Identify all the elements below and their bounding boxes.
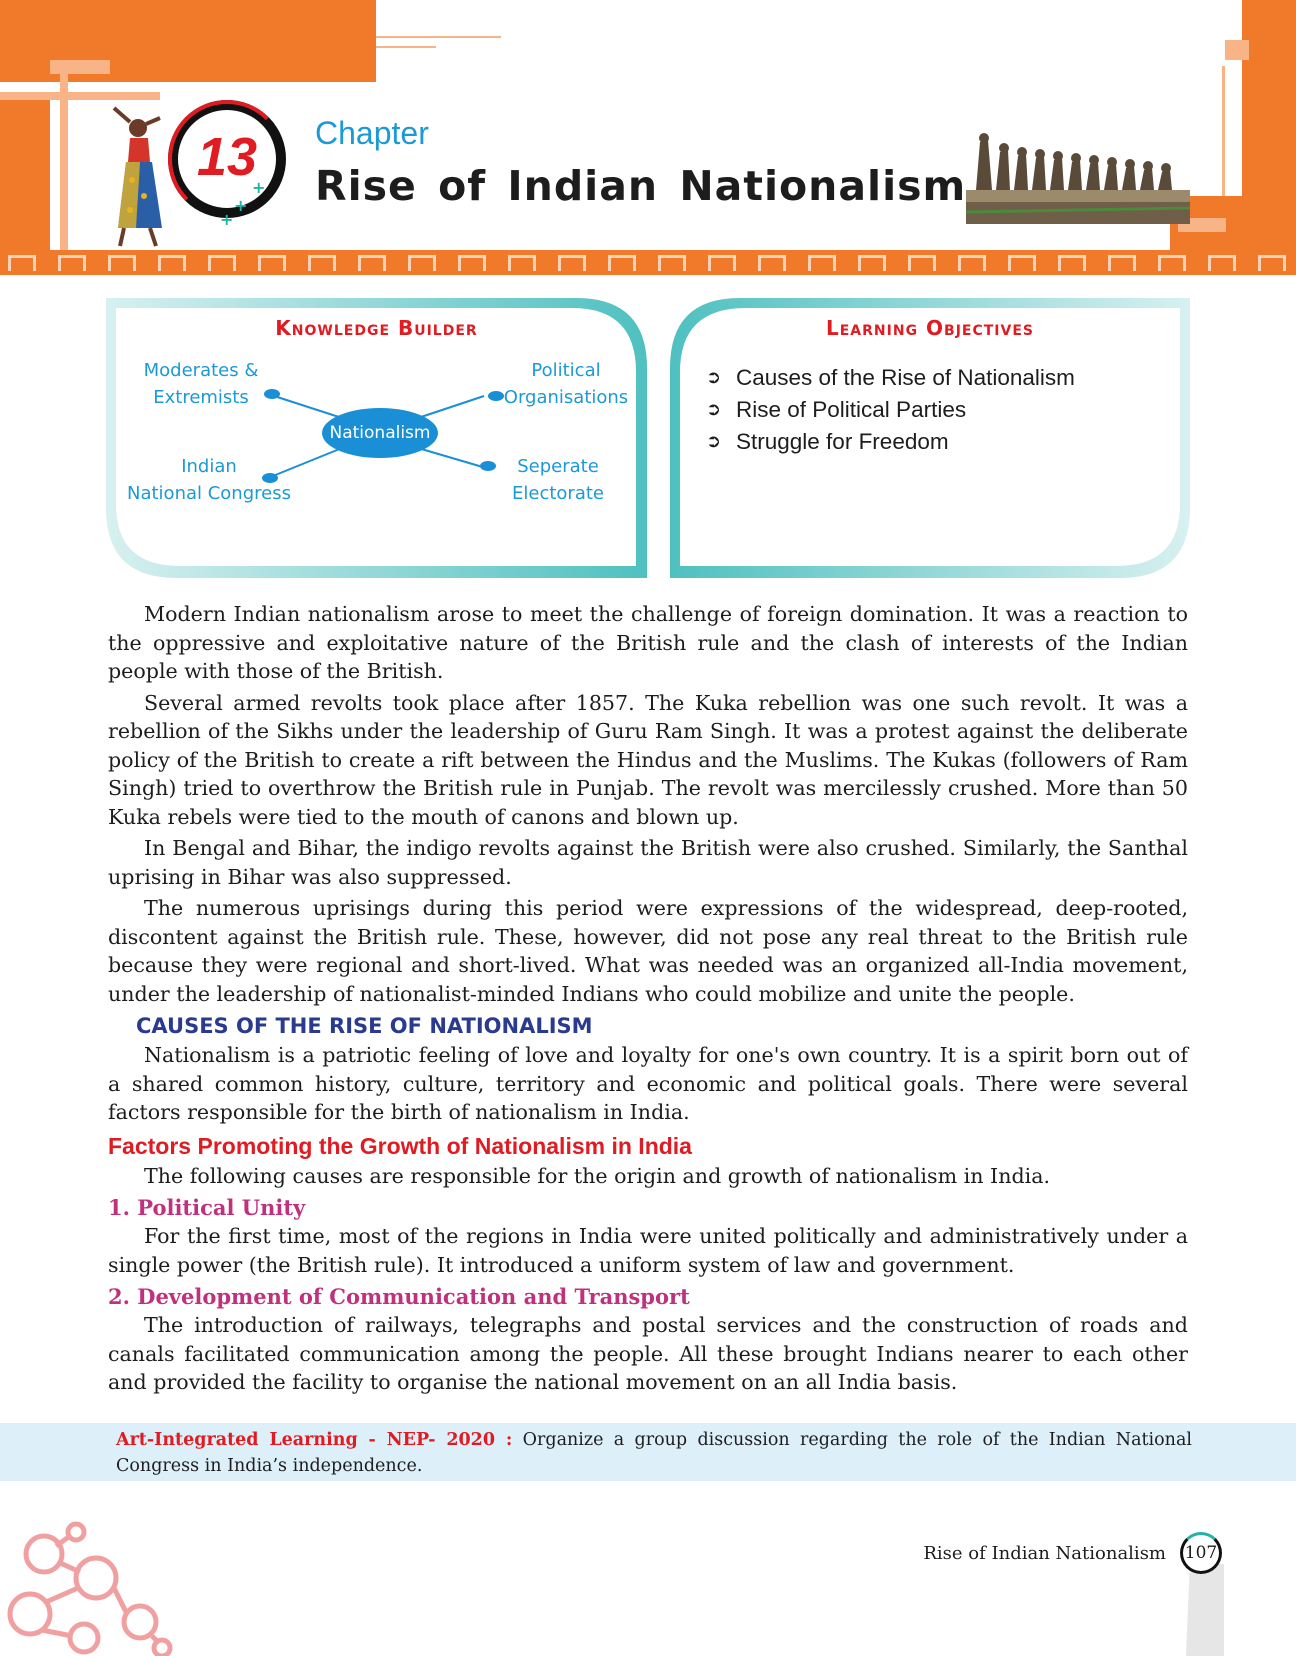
paragraph: The following causes are responsible for the origin and growth of nationalism in India.: [144, 1163, 1051, 1188]
plus-decoration: +: [252, 178, 266, 197]
node-line: Moderates &: [143, 360, 259, 381]
arrow-bullet-icon: ➲: [706, 431, 722, 452]
molecule-decoration: [0, 1518, 180, 1656]
art-integrated-label: Art-Integrated Learning - NEP- 2020 :: [116, 1430, 513, 1450]
header-light-strip: [0, 92, 160, 100]
header-right-bar: [1242, 0, 1296, 275]
paragraph: Modern Indian nationalism arose to meet the challenge of foreign domination. It was a reaction to the oppressive and exploitative nature of the British rule and the clash of interests of the Indian people with those of the British.: [108, 602, 1188, 683]
paragraph: For the first time, most of the regions in India were united politically and administratively under a single power (the British rule). It introduced a uniform system of law and government.: [108, 1224, 1188, 1277]
list-item: [706, 362, 1075, 394]
objectives-list: [706, 362, 1075, 458]
paragraph: The introduction of railways, telegraphs and postal services and the construction of roads and canals facilitated communication among the people. All these brought Indians nearer to each other and provided the facility to organise the national movement on an all India basis.: [108, 1313, 1188, 1394]
header-right-accent: [1225, 40, 1249, 60]
page-number: 107: [1180, 1532, 1222, 1574]
paragraph: The numerous uprisings during this period were expressions of the widespread, deep-rooted, discontent against the British rule. These, however, did not pose any real threat to the British rule because they were regional and short-lived. What was needed was an organized all-India movement, under the leadership of nationalist-minded Indians who could mobilize and unite the people.: [108, 896, 1188, 1006]
header-rule-2: [376, 46, 436, 48]
paragraph: Several armed revolts took place after 1857. The Kuka rebellion was one such revolt. It was a rebellion of the Sikhs under the leadership of Guru Ram Singh. It was a protest against the deliberate policy of the British to create a rift between the Hindus and the Muslims. The Kukas (followers of Ram Singh) tried to overthrow the British rule in Punjab. The revolt was mercilessly crushed. More than 50 Kuka rebels were tied to the mouth of canons and blown up.: [108, 690, 1188, 829]
chapter-label: Chapter: [315, 115, 429, 151]
objective-text: Struggle for Freedom: [736, 429, 949, 454]
arrow-bullet-icon: ➲: [706, 399, 722, 420]
mind-map-center: Nationalism: [322, 408, 438, 458]
running-title: Rise of Indian Nationalism: [923, 1543, 1166, 1564]
node-line: Organisations: [503, 387, 629, 408]
plus-decoration: +: [220, 210, 234, 229]
paragraph: Nationalism is a patriotic feeling of love and loyalty for one's own country. It is a spirit born out of a shared common history, culture, territory and economic and political goals. There were several factors responsible for the birth of nationalism in India.: [108, 1043, 1188, 1124]
art-integrated-text: [116, 1427, 1192, 1479]
chapter-title: Rise of Indian Nationalism: [315, 162, 967, 210]
header-left-bar: [0, 100, 50, 250]
node-line: Political: [531, 360, 601, 381]
header-rule: [376, 36, 501, 38]
plus-decoration: +: [234, 196, 248, 215]
chapter-number: 13: [196, 127, 258, 187]
learning-objectives-box: [670, 298, 1190, 578]
mind-map-node: [124, 453, 294, 507]
chapter-header: [0, 0, 1296, 275]
paragraph: In Bengal and Bihar, the indigo revolts against the British were also crushed. Similarly, the Santhal uprising in Bihar was also suppressed.: [108, 836, 1188, 889]
mind-map-node: [498, 453, 618, 507]
numbered-heading: 1. Political Unity: [108, 1195, 306, 1220]
art-integrated-body: Organize a group discussion regarding the role of the Indian National Congress in India’s independence.: [116, 1430, 1192, 1476]
node-line: Seperate: [517, 456, 599, 477]
knowledge-builder-box: [106, 298, 647, 578]
list-item: [706, 394, 1075, 426]
mind-map-node: [124, 357, 278, 411]
objective-text: Rise of Political Parties: [736, 397, 967, 422]
list-item: [706, 426, 1075, 458]
art-integrated-learning-box: [0, 1423, 1296, 1481]
objective-text: Causes of the Rise of Nationalism: [736, 365, 1075, 390]
subsection-heading: Factors Promoting the Growth of Nationalism in India: [108, 1132, 692, 1159]
arrow-bullet-icon: ➲: [706, 367, 722, 388]
header-right-line: [1222, 66, 1225, 210]
chapter-number-badge: [168, 100, 286, 218]
node-line: Extremists: [153, 387, 249, 408]
knowledge-builder-title: Knowledge Builder: [275, 316, 478, 340]
chapter-body: [108, 600, 1188, 1400]
learning-objectives-title: Learning Objectives: [826, 316, 1034, 340]
dandi-march-statue-image: [966, 132, 1190, 224]
page-number-tail: [1186, 1564, 1224, 1656]
node-line: National Congress: [127, 483, 291, 504]
greek-key-band: [0, 250, 1296, 275]
node-line: Indian: [181, 456, 237, 477]
numbered-heading: 2. Development of Communication and Transport: [108, 1284, 690, 1309]
node-line: Electorate: [512, 483, 604, 504]
mind-map-node: [498, 357, 634, 411]
section-heading: CAUSES OF THE RISE OF NATIONALISM: [136, 1014, 593, 1038]
header-accent: [50, 60, 110, 74]
